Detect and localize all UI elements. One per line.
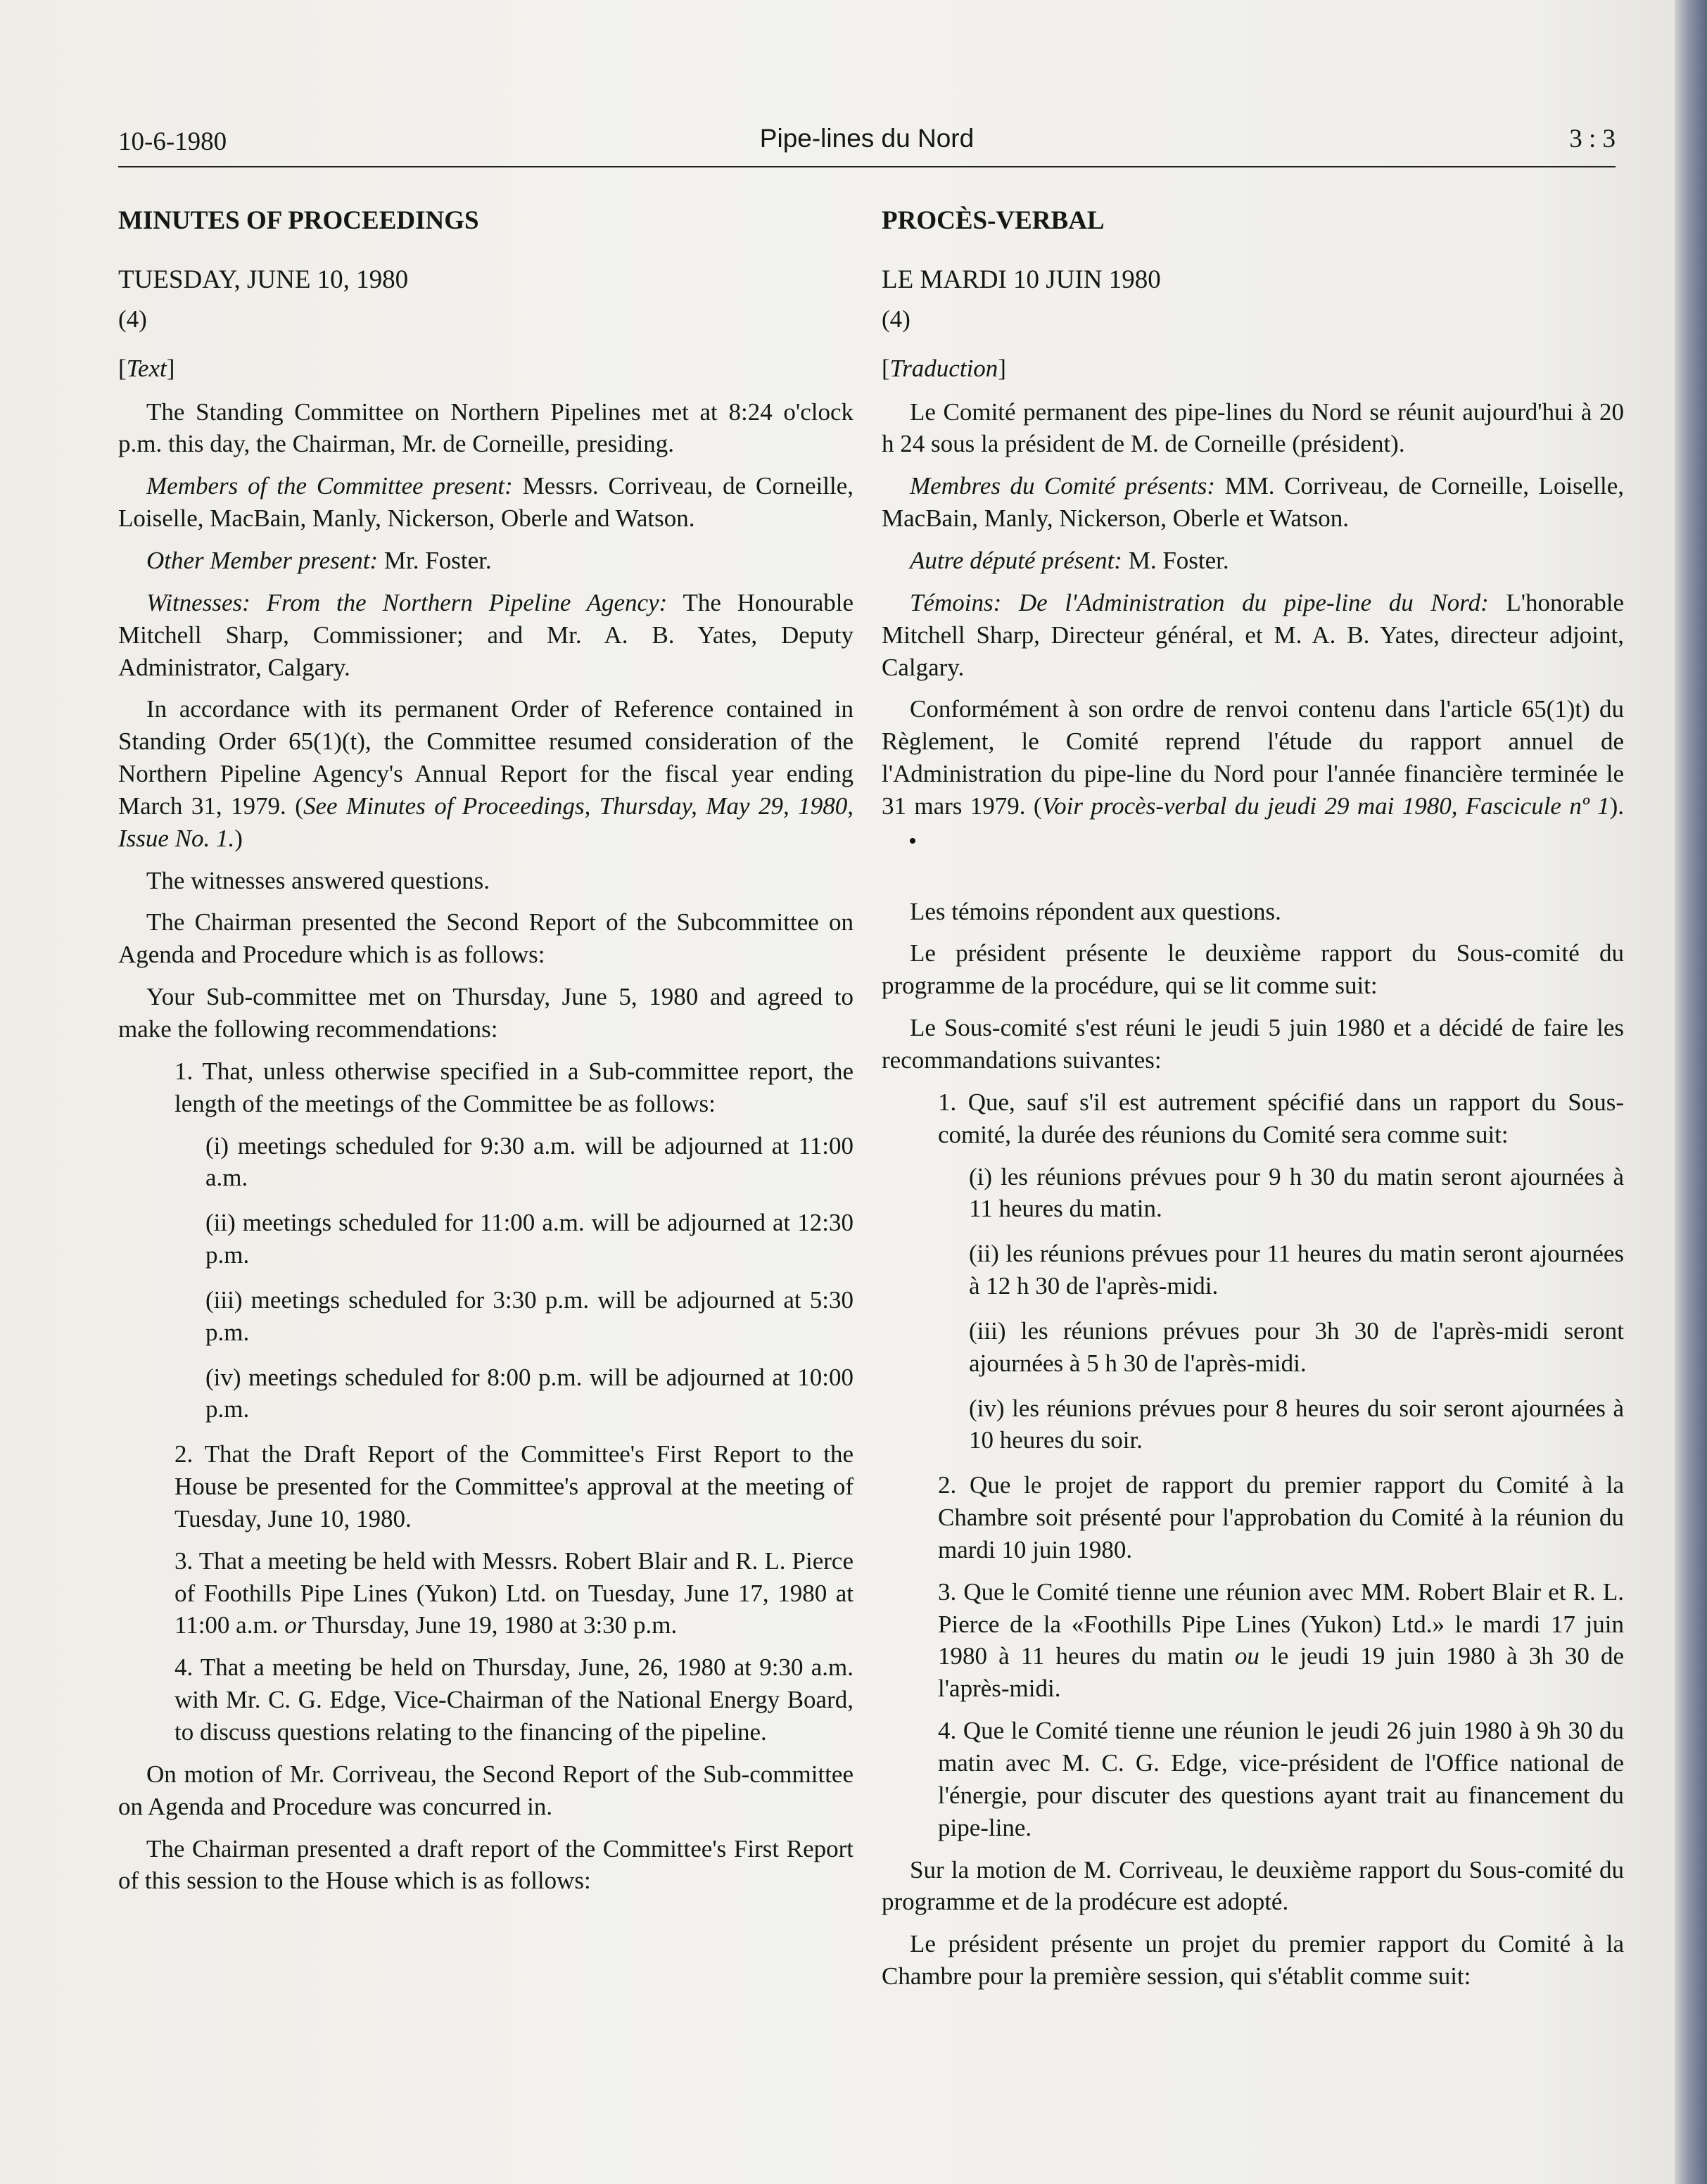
english-item3-or: or bbox=[284, 1611, 307, 1639]
french-members-label: Membres du Comité présents: bbox=[910, 472, 1216, 500]
running-header bbox=[118, 124, 1616, 163]
english-reference-end: ) bbox=[234, 824, 243, 852]
english-answered-paragraph: The witnesses answered questions. bbox=[146, 866, 490, 894]
french-meeting-date: LE MARDI 10 JUIN 1980 bbox=[882, 265, 1161, 295]
french-opening-paragraph: Le Comité permanent des pipe-lines du Nord se réunit aujourd'hui à 20 h 24 sous la président de M. de Corneille (président). bbox=[882, 398, 1624, 458]
bullet-mark bbox=[910, 838, 915, 844]
french-schedule-iv: (iv) les réunions prévues pour 8 heures du soir seront ajournées à 10 heures du soir. bbox=[969, 1394, 1624, 1454]
english-other-label: Other Member present: bbox=[146, 547, 379, 574]
french-recommendation-2: 2. Que le projet de rapport du premier rapport du Comité à la Chambre soit présenté pour l'approbation du Comité à la réunion du mardi 10 juin 1980. bbox=[938, 1471, 1624, 1563]
french-reference-end: ). bbox=[1609, 792, 1624, 820]
english-heading: MINUTES OF PROCEEDINGS bbox=[118, 206, 479, 235]
french-reference-text: Conformément à son ordre de renvoi contenu dans l'article 65(1)t) du Règlement, le Comité reprend l'étude du rapport annuel de l'Administration du pipe-line du Nord pour l'année financière terminée le 31 mars 1979. ( bbox=[882, 695, 1624, 820]
english-reference-text: In accordance with its permanent Order of Reference contained in Standing Order 65(1)(t), the Committee resumed consideration of the Northern Pipeline Agency's Annual Report for the fiscal year ending March 31, 1979. ( bbox=[118, 695, 854, 820]
english-recommendation-1: 1. That, unless otherwise specified in a Sub-committee report, the length of the meetings of the Committee be as follows: bbox=[174, 1057, 854, 1117]
english-recommendation-4: 4. That a meeting be held on Thursday, June, 26, 1980 at 9:30 a.m. with Mr. C. G. Edge, Vice-Chairman of the National Energy Board, to discuss questions relating to the financing of the pipeline. bbox=[174, 1653, 854, 1746]
french-meeting-number: (4) bbox=[882, 305, 910, 333]
french-tag-label: Traduction bbox=[889, 354, 998, 382]
english-reference-italic: See Minutes of Proceedings, Thursday, May 29, 1980, Issue No. 1. bbox=[118, 792, 854, 852]
header-rule bbox=[118, 166, 1616, 167]
english-schedule-ii: (ii) meetings scheduled for 11:00 a.m. will be adjourned at 12:30 p.m. bbox=[205, 1209, 854, 1269]
english-item3-text-a: 3. That a meeting be held with Messrs. Robert Blair and R. L. Pierce of Foothills Pipe Lines (Yukon) Ltd. on Tuesday, June 17, 1980 at 11:00 a.m. bbox=[174, 1547, 854, 1639]
french-item3-text-b: le jeudi 19 juin 1980 à 3h 30 de l'après-midi. bbox=[938, 1642, 1624, 1703]
english-witnesses-paragraph bbox=[118, 587, 854, 684]
header-title: Pipe-lines du Nord bbox=[759, 124, 975, 153]
french-other-text: M. Foster. bbox=[1122, 547, 1229, 574]
french-schedule-i: (i) les réunions prévues pour 9 h 30 du matin seront ajournées à 11 heures du matin. bbox=[969, 1162, 1624, 1223]
english-meeting-date: TUESDAY, JUNE 10, 1980 bbox=[118, 265, 409, 295]
french-other-label: Autre député présent: bbox=[910, 547, 1122, 574]
english-met-paragraph: Your Sub-committee met on Thursday, June 5, 1980 and agreed to make the following recommendations: bbox=[118, 983, 854, 1043]
french-witnesses-label: Témoins: De l'Administration du pipe-line du Nord: bbox=[910, 588, 1489, 616]
english-members-text: Messrs. Corriveau, de Corneille, Loiselle, MacBain, Manly, Nickerson, Oberle and Watson. bbox=[118, 472, 854, 533]
english-column bbox=[118, 204, 854, 1907]
english-witnesses-label: Witnesses: From the Northern Pipeline Agency: bbox=[146, 588, 668, 616]
french-reference-italic: Voir procès-verbal du jeudi 29 mai 1980, Fascicule nº 1 bbox=[1041, 792, 1610, 820]
french-other-member-paragraph bbox=[882, 545, 1624, 577]
french-item3-text-a: 3. Que le Comité tienne une réunion avec MM. Robert Blair et R. L. Pierce de la «Foothills Pipe Lines (Yukon) Ltd.» le mardi 17 juin 1980 à 11 heures du matin bbox=[938, 1577, 1624, 1670]
page-binding-edge bbox=[1675, 0, 1707, 2184]
english-members-label: Members of the Committee present: bbox=[146, 472, 513, 500]
english-text-tag: [Text] bbox=[118, 354, 175, 382]
header-page-number: 3 : 3 bbox=[1569, 125, 1616, 153]
french-recommendation-1: 1. Que, sauf s'il est autrement spécifié dans un rapport du Sous-comité, la durée des réunions du Comité sera comme suit: bbox=[938, 1088, 1624, 1148]
english-recommendation-2: 2. That the Draft Report of the Committee's First Report to the House be presented for the Committee's approval at the meeting of Tuesday, June 10, 1980. bbox=[174, 1440, 854, 1532]
english-schedule-iii: (iii) meetings scheduled for 3:30 p.m. will be adjourned at 5:30 p.m. bbox=[205, 1285, 854, 1346]
french-draft-paragraph: Le président présente un projet du premier rapport du Comité à la Chambre pour la première session, qui s'établit comme suit: bbox=[882, 1930, 1624, 1991]
header-date: 10-6-1980 bbox=[118, 127, 227, 156]
french-met-paragraph: Le Sous-comité s'est réuni le jeudi 5 juin 1980 et a décidé de faire les recommandations suivantes: bbox=[882, 1014, 1624, 1074]
english-other-text: Mr. Foster. bbox=[378, 547, 492, 574]
english-members-paragraph bbox=[118, 470, 854, 535]
english-draft-paragraph: The Chairman presented a draft report of the Committee's First Report of this session to the House which is as follows: bbox=[118, 1834, 854, 1895]
english-schedule-iv: (iv) meetings scheduled for 8:00 p.m. will be adjourned at 10:00 p.m. bbox=[205, 1363, 854, 1423]
french-reference-paragraph bbox=[882, 693, 1624, 854]
french-witnesses-paragraph bbox=[882, 587, 1624, 684]
french-schedule-ii: (ii) les réunions prévues pour 11 heures du matin seront ajournées à 12 h 30 de l'après-midi. bbox=[969, 1240, 1624, 1300]
french-spacer bbox=[882, 865, 1624, 896]
english-other-member-paragraph bbox=[118, 545, 854, 577]
english-presented-paragraph: The Chairman presented the Second Report of the Subcommittee on Agenda and Procedure which is as follows: bbox=[118, 908, 854, 969]
english-tag-label: Text bbox=[126, 354, 167, 382]
french-members-text: MM. Corriveau, de Corneille, Loiselle, MacBain, Manly, Nickerson, Oberle et Watson. bbox=[882, 472, 1624, 533]
french-members-paragraph bbox=[882, 470, 1624, 535]
french-text-tag: [Traduction] bbox=[882, 354, 1006, 382]
french-witnesses-text: L'honorable Mitchell Sharp, Directeur général, et M. A. B. Yates, directeur adjoint, Calgary. bbox=[882, 588, 1624, 681]
french-motion-paragraph: Sur la motion de M. Corriveau, le deuxième rapport du Sous-comité du programme et de la prodécure est adopté. bbox=[882, 1855, 1624, 1916]
english-schedule-i: (i) meetings scheduled for 9:30 a.m. will be adjourned at 11:00 a.m. bbox=[205, 1131, 854, 1192]
french-schedule-iii: (iii) les réunions prévues pour 3h 30 de l'après-midi seront ajournées à 5 h 30 de l'après-midi. bbox=[969, 1316, 1624, 1377]
english-witnesses-text: The Honourable Mitchell Sharp, Commissioner; and Mr. A. B. Yates, Deputy Administrator, Calgary. bbox=[118, 588, 854, 681]
english-opening-paragraph: The Standing Committee on Northern Pipelines met at 8:24 o'clock p.m. this day, the Chairman, Mr. de Corneille, presiding. bbox=[118, 398, 854, 458]
english-recommendation-3 bbox=[118, 1545, 854, 1642]
french-presented-paragraph: Le président présente le deuxième rapport du Sous-comité du programme de la procédure, qui se lit comme suit: bbox=[882, 939, 1624, 1000]
english-item3-text-b: Thursday, June 19, 1980 at 3:30 p.m. bbox=[306, 1611, 678, 1639]
english-reference-paragraph bbox=[118, 693, 854, 854]
french-item3-ou: ou bbox=[1234, 1642, 1259, 1670]
french-recommendation-3 bbox=[882, 1576, 1624, 1705]
english-meeting-number: (4) bbox=[118, 305, 147, 333]
french-column bbox=[882, 204, 1624, 2002]
english-motion-paragraph: On motion of Mr. Corriveau, the Second Report of the Sub-committee on Agenda and Procedure was concurred in. bbox=[118, 1760, 854, 1820]
french-answered-paragraph: Les témoins répondent aux questions. bbox=[910, 897, 1281, 925]
french-recommendation-4: 4. Que le Comité tienne une réunion le jeudi 26 juin 1980 à 9h 30 du matin avec M. C. G. Edge, vice-président de l'Office national de l'énergie, pour discuter des questions ayant trait au financement du pipe-line. bbox=[938, 1717, 1624, 1841]
french-heading: PROCÈS-VERBAL bbox=[882, 206, 1105, 235]
